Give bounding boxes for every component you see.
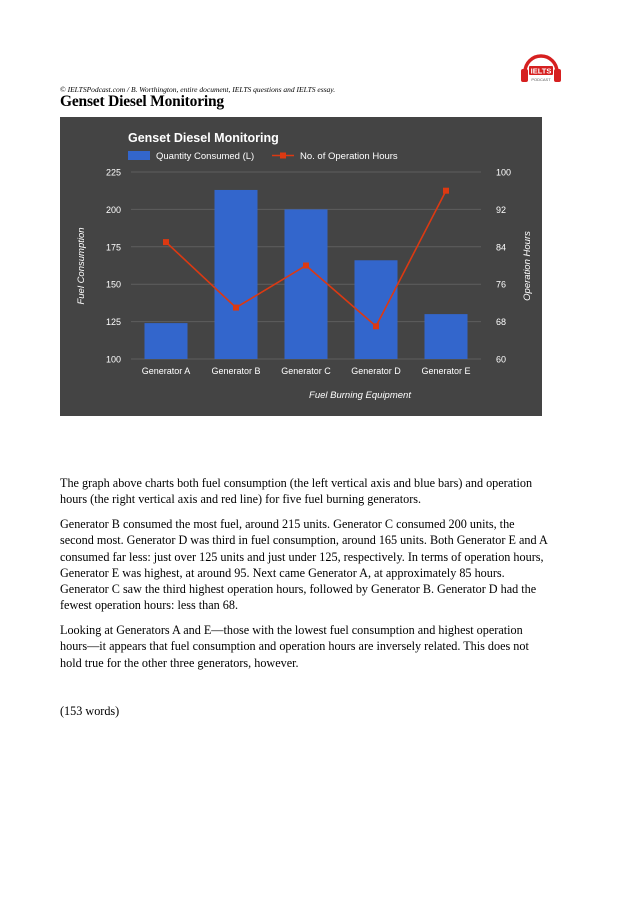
x-tick-label: Generator B bbox=[211, 366, 261, 376]
x-tick-label: Generator A bbox=[141, 366, 191, 376]
legend-label-line: No. of Operation Hours bbox=[300, 151, 398, 162]
bar bbox=[355, 260, 398, 359]
chart-title: Genset Diesel Monitoring bbox=[128, 131, 279, 145]
legend-swatch-marker bbox=[280, 153, 286, 159]
word-count: (153 words) bbox=[60, 704, 120, 718]
bar bbox=[285, 209, 328, 359]
logo-text-bottom: PODCAST bbox=[531, 77, 551, 82]
copyright-line: © IELTSPodcast.com / B. Worthington, entire document, IELTS questions and IELTS essay. bbox=[60, 85, 336, 94]
legend-label-bar: Quantity Consumed (L) bbox=[156, 151, 255, 162]
y2-tick-label: 60 bbox=[496, 354, 507, 365]
y2-tick-label: 76 bbox=[496, 279, 507, 290]
bar bbox=[145, 323, 188, 359]
y2-tick-label: 92 bbox=[496, 204, 507, 215]
y2-axis-title: Operation Hours bbox=[522, 231, 533, 301]
legend-swatch-bar bbox=[128, 151, 150, 160]
y2-tick-label: 68 bbox=[496, 317, 507, 328]
y-tick-label: 100 bbox=[105, 354, 121, 365]
ielts-podcast-logo bbox=[516, 52, 566, 86]
x-tick-label: Generator D bbox=[351, 366, 401, 376]
chart-svg bbox=[60, 117, 542, 416]
x-tick-label: Generator E bbox=[421, 366, 471, 376]
x-axis-title: Fuel Burning Equipment bbox=[309, 390, 411, 401]
y-tick-label: 225 bbox=[105, 167, 121, 178]
y-tick-label: 125 bbox=[105, 317, 121, 328]
line-point bbox=[443, 188, 449, 194]
bar bbox=[215, 190, 258, 359]
chart bbox=[60, 117, 542, 416]
line-point bbox=[233, 305, 239, 311]
x-tick-label: Generator C bbox=[281, 366, 331, 376]
bar bbox=[425, 314, 468, 359]
logo-text-top: IELTS bbox=[530, 66, 552, 76]
line-point bbox=[163, 239, 169, 245]
y2-tick-label: 84 bbox=[496, 242, 507, 253]
paragraph-1: The graph above charts both fuel consumption (the left vertical axis and blue bars) and operation hours (the right vertical axis and red line) for five fuel burning generators. bbox=[60, 476, 533, 507]
line-point bbox=[373, 323, 379, 329]
line-point bbox=[303, 263, 309, 269]
legend bbox=[128, 151, 398, 162]
y-tick-label: 175 bbox=[105, 242, 121, 253]
document-title: Genset Diesel Monitoring bbox=[60, 93, 224, 110]
paragraph-2: Generator B consumed the most fuel, around 215 units. Generator C consumed 200 units, the second most. Generator D was third in fuel consumption, around 165 units. Both Generator E and A consumed far less: just over 125 units and just under 125, respectively. In terms of operation hours, Generator E was highest, at around 95. Next came Generator A, at approximately 85 hours. Generator C saw the third highest operation hours, followed by Generator B. Generator D had the fewest operation hours: less than 68. bbox=[60, 517, 548, 613]
paragraph-3: Looking at Generators A and E—those with the lowest fuel consumption and highest operation hours—it appears that fuel consumption and operation hours are inversely related. This does not hold true for the other three generators, however. bbox=[60, 623, 529, 670]
y-tick-label: 150 bbox=[105, 279, 121, 290]
y-tick-label: 200 bbox=[105, 204, 121, 215]
y-axis-title: Fuel Consumption bbox=[76, 227, 87, 305]
y2-tick-label: 100 bbox=[496, 167, 512, 178]
